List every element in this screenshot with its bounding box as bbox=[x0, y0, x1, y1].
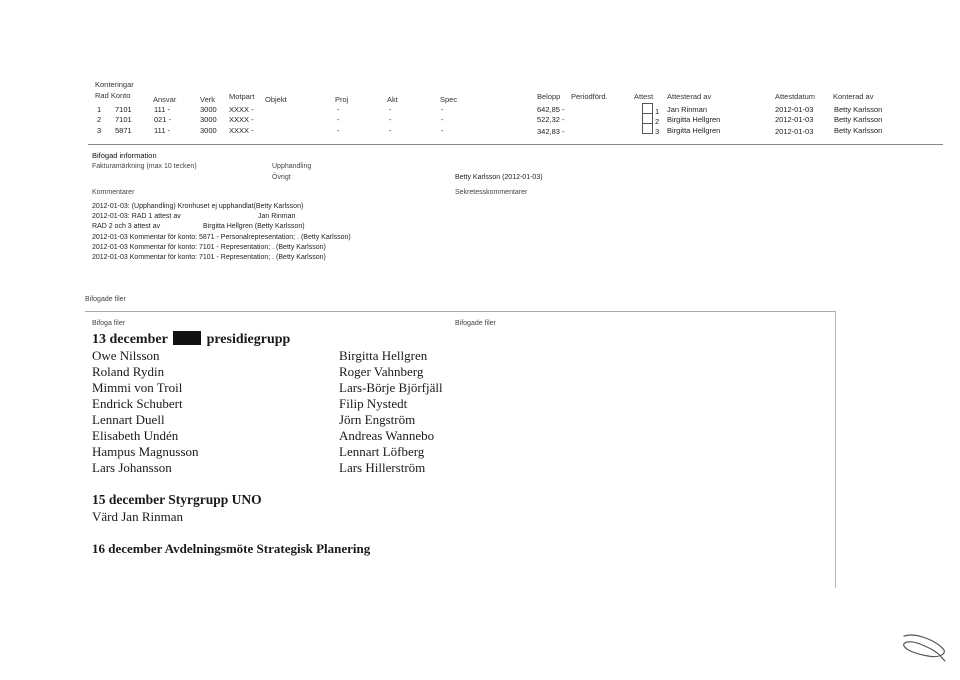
row-spec: - bbox=[441, 105, 444, 114]
heading-date: 13 december bbox=[92, 332, 168, 347]
col-rad-konto: Rad Konto bbox=[95, 91, 131, 100]
col-akt: Akt bbox=[387, 95, 398, 104]
row-belopp: 342,83 - bbox=[537, 127, 565, 136]
right-name-list bbox=[339, 348, 443, 476]
row-attesterad-av: Birgitta Hellgren bbox=[667, 115, 721, 124]
row-attest-nr: 2 bbox=[655, 117, 660, 126]
row-ansvar: 111 - bbox=[154, 105, 170, 114]
files-border-right bbox=[835, 311, 836, 588]
row-konto: 7101 bbox=[115, 115, 132, 124]
row-motpart: XXXX - bbox=[229, 126, 254, 135]
row-attest-nr: 3 bbox=[655, 127, 660, 136]
comment-name: Jan Rinman bbox=[258, 213, 296, 220]
files-divider bbox=[85, 311, 836, 312]
comment-line: 2012-01-03 Kommentar för konto: 7101 - Representation; . (Betty Karlsson) bbox=[92, 244, 326, 251]
comment-name: Birgitta Hellgren (Betty Karlsson) bbox=[203, 223, 305, 230]
heading-13-december bbox=[92, 331, 290, 348]
list-item: Filip Nystedt bbox=[339, 396, 408, 411]
row-rad: 1 bbox=[97, 105, 102, 114]
upphandling-label: Upphandling bbox=[272, 163, 312, 170]
row-konto: 5871 bbox=[115, 126, 132, 135]
heading-16-december: 16 december Avdelningsmöte Strategisk Planering bbox=[92, 541, 371, 556]
row-motpart: XXXX - bbox=[229, 115, 254, 124]
list-item: Andreas Wannebo bbox=[339, 428, 435, 443]
col-attest: Attest bbox=[634, 92, 654, 101]
row-akt: - bbox=[389, 126, 392, 135]
row-akt: - bbox=[389, 105, 392, 114]
row-konterad-av: Betty Karlsson bbox=[834, 115, 883, 124]
host-line: Värd Jan Rinman bbox=[92, 509, 183, 524]
list-item: Mimmi von Troil bbox=[92, 380, 183, 395]
row-spec: - bbox=[441, 115, 444, 124]
list-item: Birgitta Hellgren bbox=[339, 348, 428, 363]
left-name-list bbox=[92, 348, 199, 476]
bifogad-title: Bifogad information bbox=[92, 151, 157, 160]
row-attestdatum: 2012-01-03 bbox=[775, 115, 814, 124]
kommentarer-label: Kommentarer bbox=[92, 189, 135, 196]
col-konterad-av: Konterad av bbox=[833, 92, 874, 101]
row-attest-nr: 1 bbox=[655, 107, 660, 116]
heading-group: presidiegrupp bbox=[206, 332, 291, 347]
list-item: Lars Johansson bbox=[92, 460, 172, 475]
sekretess-label: Sekretesskommentarer bbox=[455, 189, 528, 196]
list-item: Roger Vahnberg bbox=[339, 364, 424, 379]
comment-line: RAD 2 och 3 attest av bbox=[92, 223, 161, 230]
row-attesterad-av: Birgitta Hellgren bbox=[667, 126, 721, 135]
row-attesterad-av: Jan Rinman bbox=[667, 105, 708, 114]
list-item: Endrick Schubert bbox=[92, 396, 183, 411]
bifogade-filer-label: Bifogade filer bbox=[455, 320, 496, 327]
row-ansvar: 111 - bbox=[154, 126, 170, 135]
col-spec: Spec bbox=[440, 95, 458, 104]
row-motpart: XXXX - bbox=[229, 105, 254, 114]
row-verk: 3000 bbox=[200, 126, 217, 135]
list-item: Elisabeth Undén bbox=[92, 428, 179, 443]
list-item: Lars Hillerström bbox=[339, 460, 426, 475]
ovrigt-value: Betty Karlsson (2012-01-03) bbox=[455, 174, 543, 181]
row-proj: - bbox=[337, 115, 340, 124]
list-item: Jörn Engström bbox=[339, 412, 416, 427]
row-belopp: 642,85 - bbox=[537, 105, 565, 114]
col-verk: Verk bbox=[200, 95, 216, 104]
col-belopp: Belopp bbox=[537, 92, 561, 101]
row-proj: - bbox=[337, 126, 340, 135]
attest-checkbox[interactable] bbox=[642, 123, 653, 134]
row-konto: 7101 bbox=[115, 105, 132, 114]
heading-15-december: 15 december Styrgrupp UNO bbox=[92, 492, 262, 507]
list-item: Lars-Börje Björfjäll bbox=[339, 380, 443, 395]
redaction-block bbox=[173, 331, 201, 345]
list-item: Hampus Magnusson bbox=[92, 444, 199, 459]
section-divider bbox=[88, 144, 943, 145]
row-spec: - bbox=[441, 126, 444, 135]
konteringar-title: Konteringar bbox=[95, 80, 134, 89]
list-item: Roland Rydin bbox=[92, 364, 165, 379]
comment-line: 2012-01-03: RAD 1 attest av bbox=[92, 213, 181, 220]
comment-line: 2012-01-03 Kommentar för konto: 7101 - Representation; . (Betty Karlsson) bbox=[92, 254, 326, 261]
row-attestdatum: 2012-01-03 bbox=[775, 105, 814, 114]
comment-line: 2012-01-03 Kommentar för konto: 5871 - Personalrepresentation; . (Betty Karlsson) bbox=[92, 234, 351, 241]
list-item: Lennart Duell bbox=[92, 412, 165, 427]
bifoga-filer-link[interactable]: Bifoga filer bbox=[92, 320, 126, 327]
col-proj: Proj bbox=[335, 95, 349, 104]
col-ansvar: Ansvar bbox=[153, 95, 177, 104]
row-proj: - bbox=[337, 105, 340, 114]
row-ansvar: 021 - bbox=[154, 115, 172, 124]
row-verk: 3000 bbox=[200, 115, 217, 124]
bifogade-filer-section-label: Bifogade filer bbox=[85, 296, 126, 303]
list-item: Owe Nilsson bbox=[92, 348, 160, 363]
col-motpart: Motpart bbox=[229, 92, 255, 101]
row-konterad-av: Betty Karlsson bbox=[834, 126, 883, 135]
fakturamarkning-label: Fakturamärkning (max 10 tecken) bbox=[92, 163, 197, 170]
row-verk: 3000 bbox=[200, 105, 217, 114]
col-attestdatum: Attestdatum bbox=[775, 92, 816, 101]
row-rad: 2 bbox=[97, 115, 102, 124]
row-attestdatum: 2012-01-03 bbox=[775, 127, 814, 136]
comment-line: 2012-01-03: (Upphandling) Kronhuset ej upphandlat(Betty Karlsson) bbox=[92, 203, 304, 210]
col-objekt: Objekt bbox=[265, 95, 287, 104]
row-akt: - bbox=[389, 115, 392, 124]
row-konterad-av: Betty Karlsson bbox=[834, 105, 883, 114]
list-item: Lennart Löfberg bbox=[339, 444, 425, 459]
handwritten-initials-icon bbox=[898, 628, 950, 664]
row-rad: 3 bbox=[97, 126, 102, 135]
col-attesterad-av: Attesterad av bbox=[667, 92, 712, 101]
ovrigt-label: Övrigt bbox=[272, 174, 291, 181]
row-belopp: 522,32 - bbox=[537, 115, 565, 124]
col-periodford: Periodförd. bbox=[571, 92, 608, 101]
